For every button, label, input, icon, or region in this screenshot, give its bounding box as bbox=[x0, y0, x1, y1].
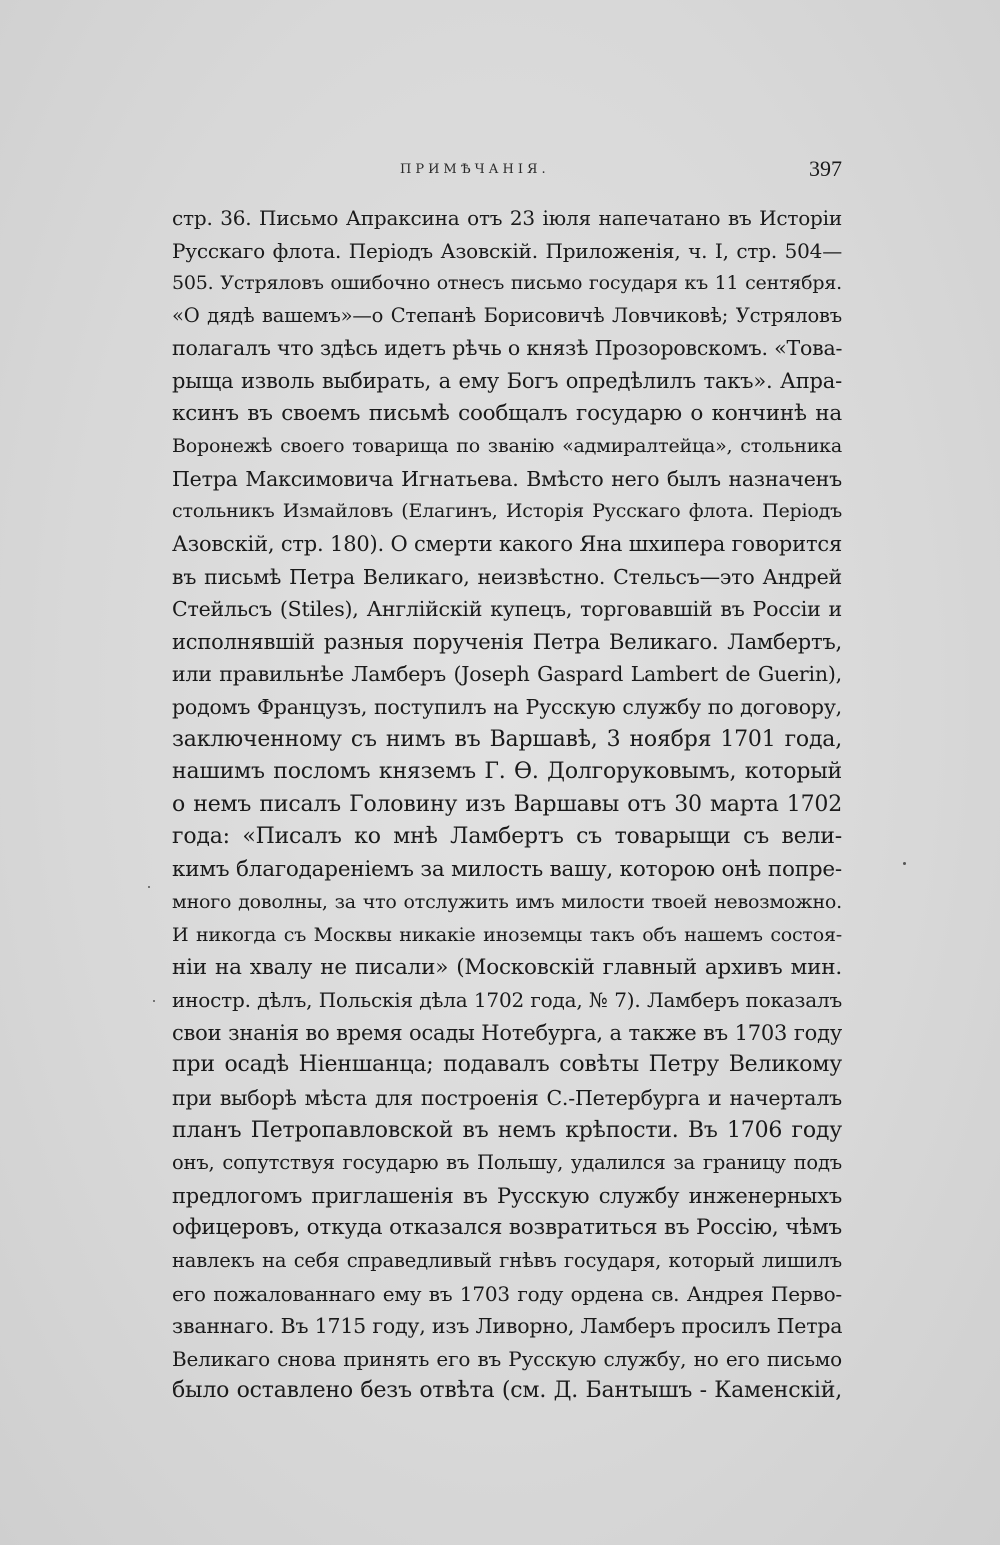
text-line: Великаго снова принять его въ Русскую службу, но его письмо bbox=[172, 1346, 842, 1371]
text-line: офицеровъ, откуда отказался возвратиться въ Россію, чѣмъ bbox=[172, 1215, 842, 1241]
text-line: планъ Петропавловской въ немъ крѣпости. Въ 1706 году bbox=[172, 1117, 842, 1143]
text-line: рыща изволь выбирать, а ему Богъ опредѣлилъ такъ». Апра- bbox=[172, 368, 842, 393]
text-line: 505. Устряловъ ошибочно отнесъ письмо государя къ 11 сентября. bbox=[172, 272, 842, 295]
paper-speck bbox=[903, 862, 906, 865]
text-line: было оставлено безъ отвѣта (см. Д. Бантышъ - Каменскій, bbox=[172, 1378, 842, 1404]
text-line: въ письмѣ Петра Великаго, неизвѣстно. Стельсъ—это Андрей bbox=[172, 564, 842, 589]
text-line: званнаго. Въ 1715 году, изъ Ливорно, Ламберъ просилъ Петра bbox=[172, 1314, 843, 1339]
text-line: о немъ писалъ Головину изъ Варшавы отъ 30 марта 1702 bbox=[172, 791, 842, 817]
text-line: навлекъ на себя справедливый гнѣвъ государя, который лишилъ bbox=[172, 1249, 842, 1272]
text-line: заключенному съ нимъ въ Варшавѣ, 3 ноября 1701 года, bbox=[172, 726, 842, 752]
text-line: И никогда съ Москвы никакіе иноземцы такъ объ нашемъ состоя- bbox=[172, 924, 842, 947]
paper-speck bbox=[148, 886, 150, 888]
text-line: при выборѣ мѣста для построенія С.-Петербурга и начерталъ bbox=[172, 1086, 842, 1111]
text-line: Петра Максимовича Игнатьева. Вмѣсто него былъ назначенъ bbox=[172, 466, 842, 491]
text-line: «О дядѣ вашемъ»—о Степанѣ Борисовичѣ Ловчиковѣ; Устряловъ bbox=[172, 303, 842, 327]
text-line: ніи на хвалу не писали» (Московскій главный архивъ мин. bbox=[172, 954, 842, 980]
page-number: 397 bbox=[809, 156, 842, 181]
page-header bbox=[172, 156, 842, 186]
notes-text bbox=[172, 202, 842, 1408]
text-line: года: «Писалъ ко мнѣ Ламбертъ съ товарыщи съ вели- bbox=[172, 824, 842, 850]
text-line: его пожалованнаго ему въ 1703 году ордена св. Андрея Перво- bbox=[172, 1281, 842, 1306]
text-line: свои знанія во время осады Нотебурга, а также въ 1703 году bbox=[172, 1020, 842, 1045]
text-line: Воронежѣ своего товарища по званію «адмиралтейца», стольника bbox=[172, 435, 842, 458]
paper-speck bbox=[153, 1000, 155, 1002]
text-line: Стейльсъ (Stiles), Англійскій купецъ, торговавшій въ Россіи и bbox=[172, 597, 842, 622]
text-line: Азовскій, стр. 180). О смерти какого Яна шхипера говорится bbox=[172, 531, 842, 556]
text-line: стольникъ Измайловъ (Елагинъ, Исторія Русскаго флота. Періодъ bbox=[172, 500, 842, 523]
text-line: исполнявшій разныя порученія Петра Великаго. Ламбертъ, bbox=[172, 629, 842, 654]
running-head: ПРИМѢЧАНІЯ. bbox=[400, 162, 550, 177]
text-line: Русскаго флота. Періодъ Азовскій. Приложенія, ч. I, стр. 504— bbox=[172, 238, 842, 263]
text-line: родомъ Французъ, поступилъ на Русскую службу по договору, bbox=[172, 694, 842, 719]
text-line: кимъ благодареніемъ за милость вашу, которою онѣ попре- bbox=[172, 856, 842, 882]
text-line: стр. 36. Письмо Апраксина отъ 23 іюля напечатано въ Исторіи bbox=[172, 206, 842, 230]
text-line: много доволны, за что отслужить имъ милости твоей невозможно. bbox=[172, 891, 842, 914]
text-line: предлогомъ приглашенія въ Русскую службу инженерныхъ bbox=[172, 1183, 842, 1208]
text-line: нашимъ посломъ княземъ Г. Ѳ. Долгоруковымъ, который bbox=[172, 759, 842, 785]
text-line: онъ, сопутствуя государю въ Польшу, удалился за границу подъ bbox=[172, 1151, 842, 1175]
text-line: ксинъ въ своемъ письмѣ сообщалъ государю о кончинѣ на bbox=[172, 400, 842, 426]
text-line: или правильнѣе Ламберъ (Joseph Gaspard Lambert de Guerin), bbox=[172, 662, 842, 687]
text-line: иностр. дѣлъ, Польскія дѣла 1702 года, № 7). Ламберъ показалъ bbox=[172, 988, 842, 1013]
text-line: при осадѣ Ніеншанца; подавалъ совѣты Петру Великому bbox=[172, 1052, 842, 1078]
text-line: полагалъ что здѣсь идетъ рѣчь о князѣ Прозоровскомъ. «Това- bbox=[172, 336, 843, 361]
